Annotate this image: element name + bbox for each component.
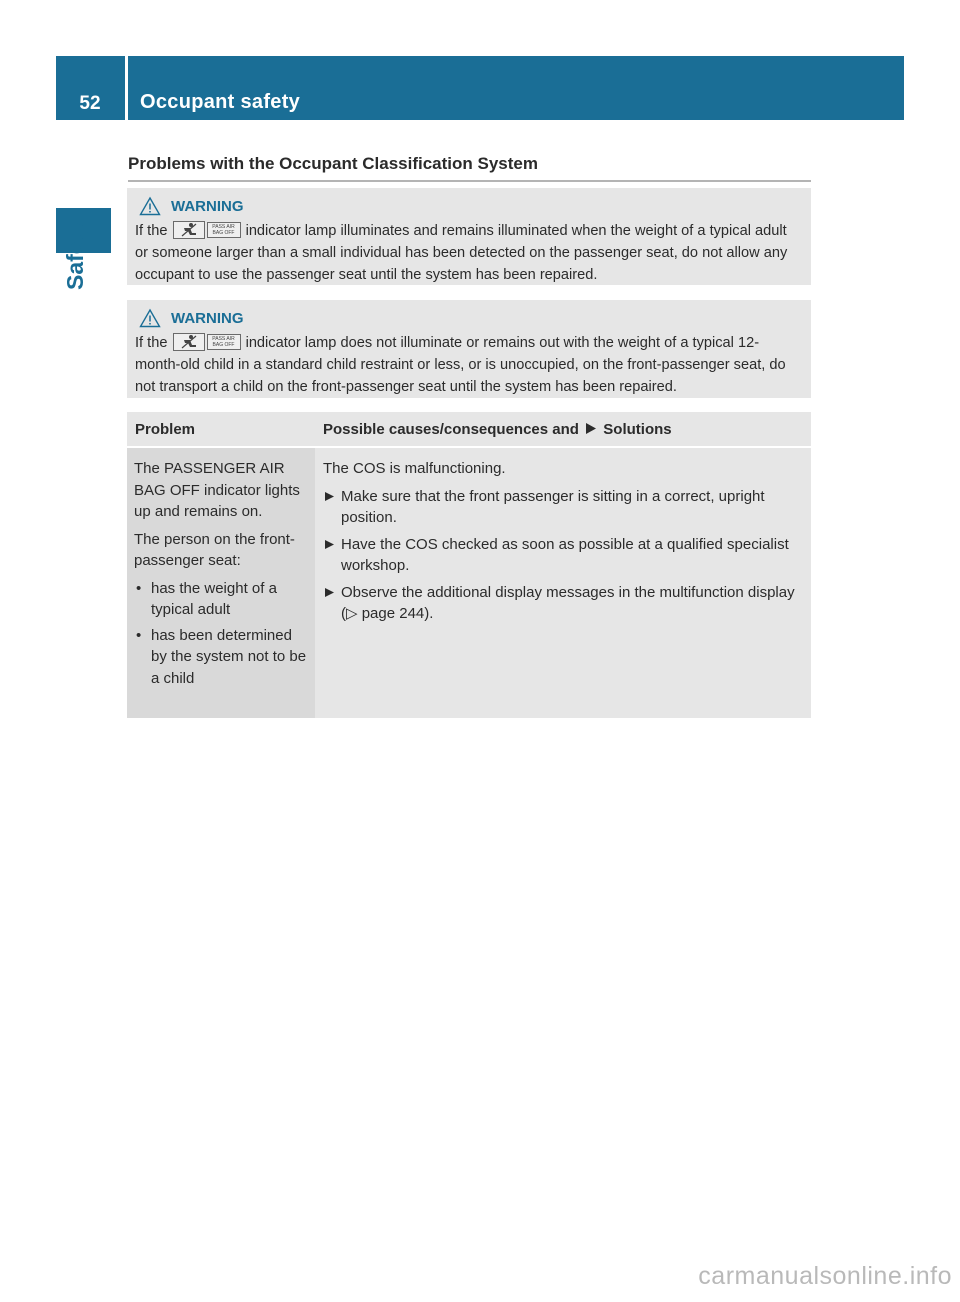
column-header-solutions-text: Solutions [603,420,672,438]
bullet-icon: • [136,626,142,644]
list-item-text: Have the COS checked as soon as possible at a qualified specialist workshop. [341,535,789,574]
problem-bullet-list [134,578,309,690]
passenger-airbag-off-lamp-icon: PASS AIR BAG OFF [207,222,241,238]
list-item [323,486,803,529]
list-item [134,625,309,690]
occupant-seat-icon [173,333,205,351]
warning-label: WARNING [171,309,244,327]
warning-header [135,196,803,216]
list-item-text: Observe the additional display messages in the multifunction display (▷ page 244). [341,583,795,622]
section-title: Problems with the Occupant Classification System [128,154,811,182]
warning-box [127,300,811,398]
passenger-airbag-off-lamp-icon: PASS AIR BAG OFF [207,334,241,350]
watermark: carmanualsonline.info [698,1262,952,1290]
problem-cell [127,448,315,718]
list-item-text: Make sure that the front passenger is sitting in a correct, upright position. [341,487,765,526]
page-title: Occupant safety [140,91,301,113]
warning-triangle-icon [139,196,161,216]
column-header-causes-text: Possible causes/consequences and [323,420,579,438]
step-arrow-icon [324,539,335,550]
warning-text-before: If the [135,223,168,239]
list-item-text: has the weight of a typical adult [151,579,277,618]
solution-step-list [323,486,803,625]
warning-text-after: indicator lamp illuminates and remains illuminated when the weight of a typical adult or someone larger than a small individual has been detected on the passenger seat, do not allow any occupant to use the passenger seat until the system has been repaired. [135,223,788,283]
warning-triangle-icon [139,308,161,328]
side-chapter-label: Safety [62,220,88,290]
problem-table [127,412,811,718]
list-item [323,582,803,625]
step-arrow-icon [324,491,335,502]
problem-condition: The person on the front-passenger seat: [134,530,295,569]
warning-text-before: If the [135,335,168,351]
bullet-icon: • [136,579,142,597]
list-item [323,534,803,577]
warning-box [127,188,811,285]
occupant-seat-icon [173,221,205,239]
table-row [127,448,811,718]
step-arrow-icon [324,587,335,598]
table-header [127,412,811,446]
problem-description: The PASSENGER AIR BAG OFF indicator lights up and remains on. [134,460,300,520]
warning-header [135,308,803,328]
cause-text: The COS is malfunctioning. [323,460,506,477]
list-item [134,578,309,621]
warning-text [135,332,803,398]
column-header-problem: Problem [135,420,196,438]
play-arrow-icon [585,422,597,435]
warning-text-after: indicator lamp does not illuminate or remains out with the weight of a typical 12-month-old child in a standard child restraint or less, or is unoccupied, on the front-passenger seat, do not transport a child on the front-passenger seat until the system has been repaired. [135,335,786,395]
page-number: 52 [79,93,101,114]
list-item-text: has been determined by the system not to be a child [151,626,307,687]
causes-cell [315,448,811,718]
header-divider [125,56,128,120]
warning-label: WARNING [171,197,244,215]
column-header-causes [315,421,672,438]
warning-text [135,220,803,286]
